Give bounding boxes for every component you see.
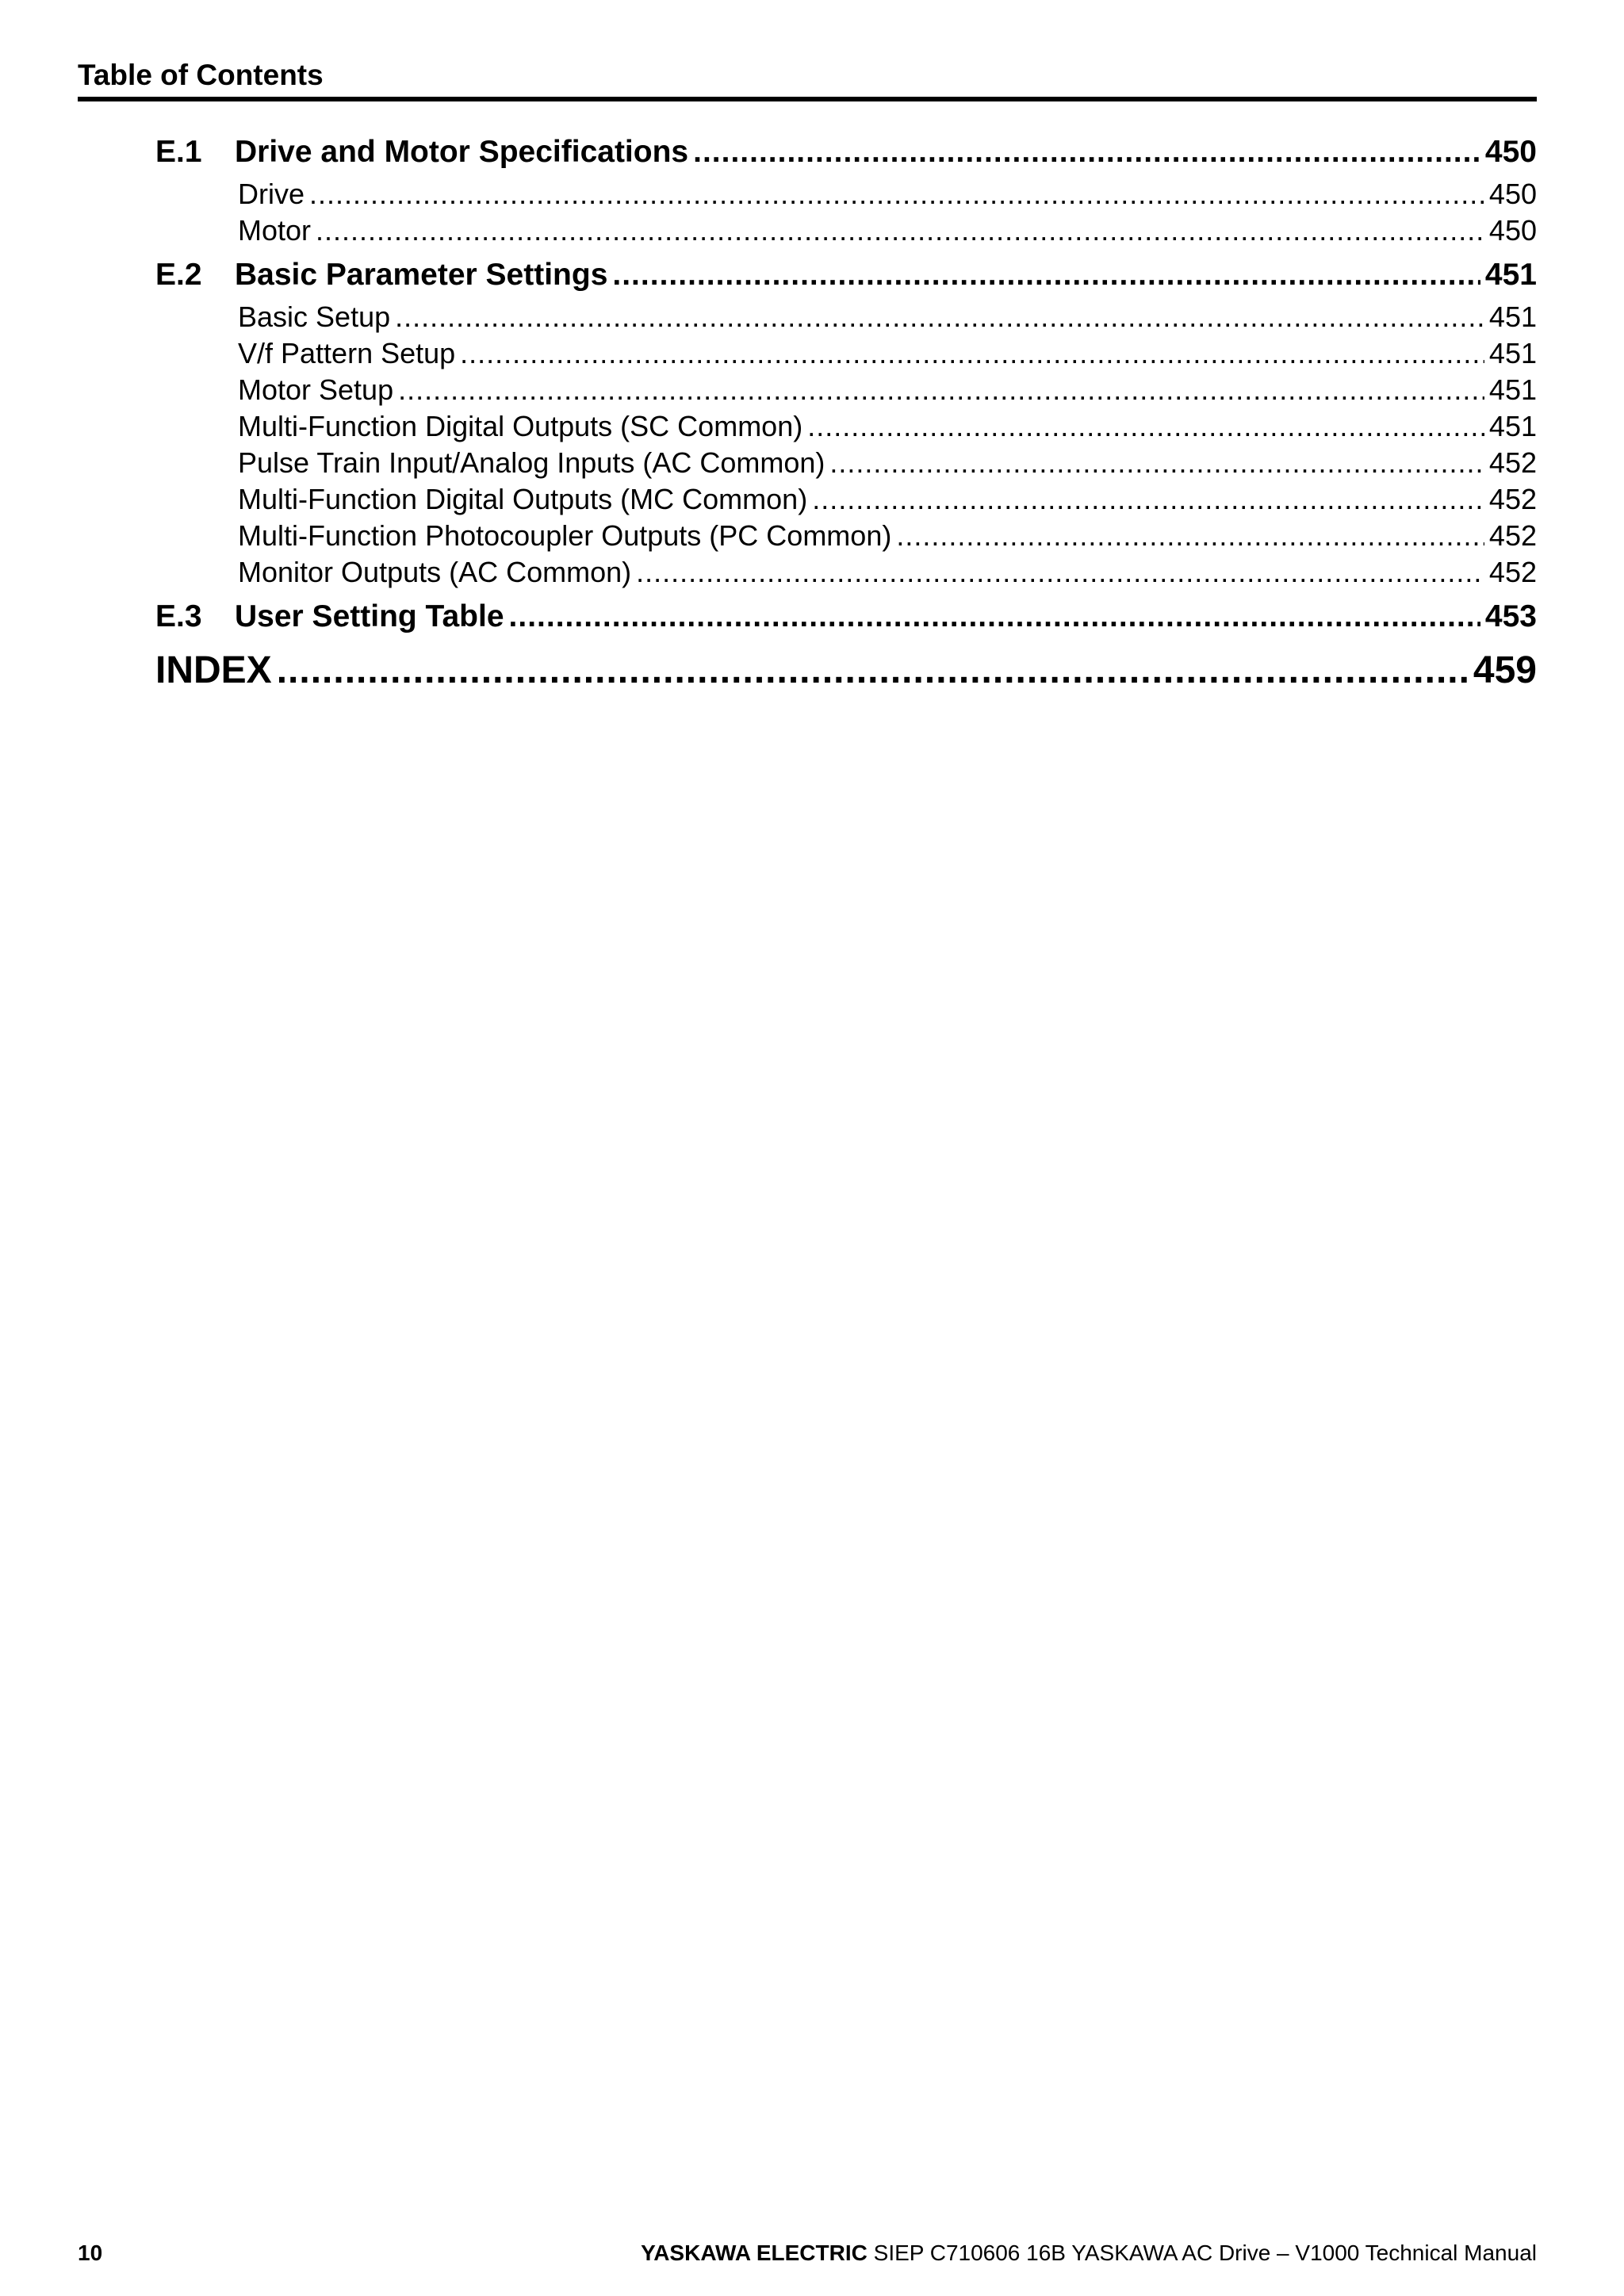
toc-leader-dots <box>636 554 1484 591</box>
footer-doc-title: SIEP C710606 16B YASKAWA AC Drive – V1000 Technical Manual <box>873 2241 1537 2265</box>
toc-section-label: User Setting Table <box>235 599 504 633</box>
toc-entry-page: 452 <box>1488 556 1537 588</box>
page-header-title: Table of Contents <box>78 59 324 91</box>
toc-leader-dots <box>509 596 1480 637</box>
toc-leader-dots <box>693 132 1480 173</box>
toc-entry-label: Pulse Train Input/Analog Inputs (AC Common) <box>238 446 825 479</box>
toc-entry-label: Multi-Function Photocoupler Outputs (PC Common) <box>238 519 892 552</box>
toc-entry-digital-outputs-mc[interactable] <box>238 481 1537 518</box>
toc-leader-dots <box>309 176 1484 212</box>
toc-entry-page: 451 <box>1488 373 1537 406</box>
toc-entry-page: 452 <box>1488 483 1537 515</box>
toc-entry-motor-setup[interactable] <box>238 372 1537 408</box>
toc-section-label: Basic Parameter Settings <box>235 258 608 292</box>
toc-leader-dots <box>807 408 1484 445</box>
toc-entry-page: 452 <box>1488 446 1537 479</box>
toc-entry-label: Motor Setup <box>238 373 394 406</box>
toc-entry-monitor-outputs-ac[interactable] <box>238 554 1537 591</box>
toc-leader-dots <box>277 646 1469 695</box>
toc-section-number: E.1 <box>155 135 202 169</box>
toc-leader-dots <box>612 254 1480 296</box>
toc-entry-label: Motor <box>238 214 312 247</box>
toc-entry-label: V/f Pattern Setup <box>238 337 456 369</box>
toc-entry-digital-outputs-sc[interactable] <box>238 408 1537 445</box>
toc-entry-pulse-train-analog-inputs[interactable] <box>238 445 1537 481</box>
toc-entry-page: 451 <box>1488 337 1537 369</box>
toc-entry-page: 450 <box>1488 178 1537 210</box>
toc-index-entry[interactable] <box>155 646 1537 695</box>
toc-section-e1[interactable] <box>155 132 1537 173</box>
toc-index-page: 459 <box>1473 649 1537 691</box>
footer-brand: YASKAWA ELECTRIC <box>641 2241 868 2265</box>
toc-leader-dots <box>395 299 1484 335</box>
toc-section-e2[interactable] <box>155 254 1537 296</box>
toc-entry-label: Multi-Function Digital Outputs (MC Common) <box>238 483 808 515</box>
toc-entry-label: Basic Setup <box>238 300 391 333</box>
footer-page-number: 10 <box>78 2241 103 2265</box>
toc-section-label: Drive and Motor Specifications <box>235 135 689 169</box>
toc-entry-page: 451 <box>1488 410 1537 442</box>
toc-entry-motor[interactable] <box>238 212 1537 249</box>
toc-section-page: 450 <box>1484 135 1537 169</box>
toc-leader-dots <box>316 212 1484 249</box>
toc-entry-page: 450 <box>1488 214 1537 247</box>
toc-leader-dots <box>460 335 1484 372</box>
toc-index-label: INDEX <box>155 649 272 691</box>
toc-section-page: 453 <box>1484 599 1537 633</box>
page-header <box>78 55 1537 101</box>
page-footer <box>78 2237 1537 2269</box>
footer-document-info <box>641 2237 1537 2269</box>
toc-leader-dots <box>812 481 1484 518</box>
toc-leader-dots <box>829 445 1484 481</box>
toc-entry-basic-setup[interactable] <box>238 299 1537 335</box>
toc-entry-label: Monitor Outputs (AC Common) <box>238 556 632 588</box>
toc-leader-dots <box>398 372 1484 408</box>
toc-entry-vf-pattern-setup[interactable] <box>238 335 1537 372</box>
toc-leader-dots <box>896 518 1484 554</box>
toc-section-e3[interactable] <box>155 596 1537 637</box>
toc-entry-drive[interactable] <box>238 176 1537 212</box>
toc-entry-page: 452 <box>1488 519 1537 552</box>
toc-section-number: E.2 <box>155 258 202 292</box>
toc-entry-label: Drive <box>238 178 305 210</box>
toc-entry-page: 451 <box>1488 300 1537 333</box>
toc-section-page: 451 <box>1484 258 1537 292</box>
toc-entry-label: Multi-Function Digital Outputs (SC Common) <box>238 410 803 442</box>
toc-entry-photocoupler-outputs-pc[interactable] <box>238 518 1537 554</box>
toc-section-number: E.3 <box>155 599 202 633</box>
